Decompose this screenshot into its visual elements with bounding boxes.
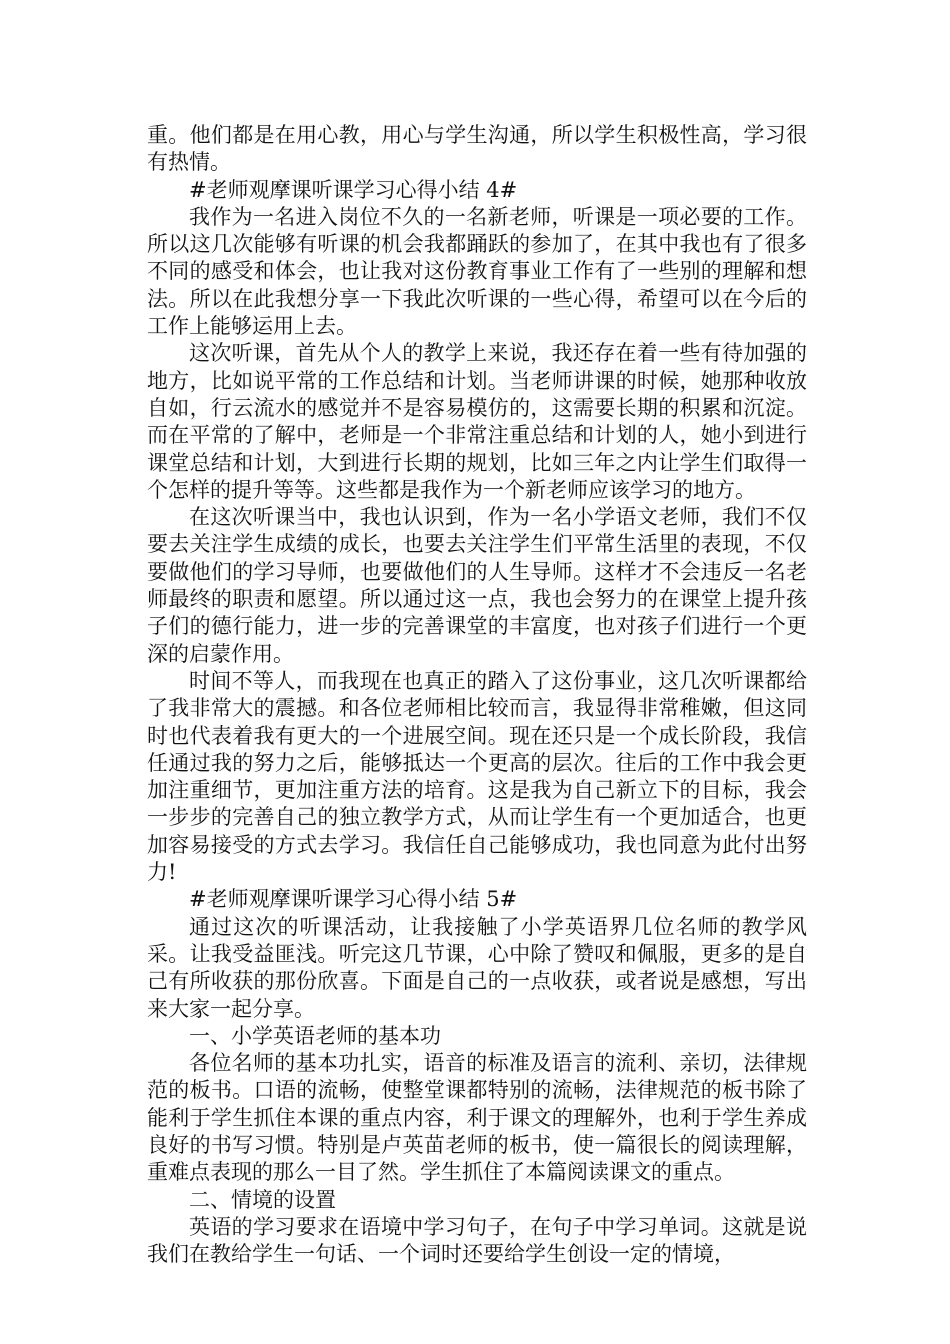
paragraph: 各位名师的基本功扎实，语音的标准及语言的流利、亲切，法律规范的板书。口语的流畅，使整堂课都特别的流畅，法律规范的板书除了能利于学生抓住本课的重点内容，利于课文的理解外，也利于学生养成良好的书写习惯。特别是卢英苗老师的板书，使一篇很长的阅读理解，重难点表现的那么一目了然。学生抓住了本篇阅读课文的重点。 — [147, 1051, 807, 1185]
document-page — [147, 122, 807, 1268]
paragraph: 我作为一名进入岗位不久的一名新老师，听课是一项必要的工作。所以这几次能够有听课的机会我都踊跃的参加了，在其中我也有了很多不同的感受和体会，也让我对这份教育事业工作有了一些别的理解和想法。所以在此我想分享一下我此次听课的一些心得，希望可以在今后的工作上能够运用上去。 — [147, 204, 807, 339]
paragraph: 英语的学习要求在语境中学习句子，在句子中学习单词。这就是说我们在教给学生一句话、一个词时还要给学生创设一定的情境， — [147, 1214, 807, 1267]
paragraph: 这次听课，首先从个人的教学上来说，我还存在着一些有待加强的地方，比如说平常的工作总结和计划。当老师讲课的时候，她那种收放自如，行云流水的感觉并不是容易模仿的，这需要长期的积累和沉淀。而在平常的了解中，老师是一个非常注重总结和计划的人，她小到进行课堂总结和计划，大到进行长期的规划，比如三年之内让学生们取得一个怎样的提升等等。这些都是我作为一个新老师应该学习的地方。 — [147, 341, 807, 502]
paragraph: 时间不等人，而我现在也真正的踏入了这份事业，这几次听课都给了我非常大的震撼。和各位老师相比较而言，我显得非常稚嫩，但这同时也代表着我有更大的一个进展空间。现在还只是一个成长阶段，我信任通过我的努力之后，能够抵达一个更高的层次。往后的工作中我会更加注重细节，更加注重方法的培育。这是我为自己新立下的目标，我会一步步的完善自己的独立教学方式，从而让学生有一个更加适合，也更加容易接受的方式去学习。我信任自己能够成功，我也同意为此付出努力! — [147, 668, 807, 885]
paragraph: 通过这次的听课活动，让我接触了小学英语界几位名师的教学风采。让我受益匪浅。听完这几节课，心中除了赞叹和佩服，更多的是自己有所收获的那份欣喜。下面是自己的一点收获，或者说是感想，写出来大家一起分享。 — [147, 914, 807, 1021]
section-heading-5: #老师观摩课听课学习心得小结 5# — [189, 887, 518, 912]
subheading-situation-setting: 二、情境的设置 — [189, 1187, 336, 1212]
paragraph-continuation: 重。他们都是在用心教，用心与学生沟通，所以学生积极性高，学习很有热情。 — [147, 123, 807, 175]
paragraph: 在这次听课当中，我也认识到，作为一名小学语文老师，我们不仅要去关注学生成绩的成长，也要去关注学生们平常生活里的表现，不仅要做他们的学习导师，也要做他们的人生导师。这样才不会违反一名老师最终的职责和愿望。所以通过这一点，我也会努力的在课堂上提升孩子们的德行能力，进一步的完善课堂的丰富度，也对孩子们进行一个更深的启蒙作用。 — [147, 505, 807, 666]
section-heading-4: #老师观摩课听课学习心得小结 4# — [189, 177, 518, 202]
subheading-basic-skills: 一、小学英语老师的基本功 — [189, 1023, 441, 1048]
